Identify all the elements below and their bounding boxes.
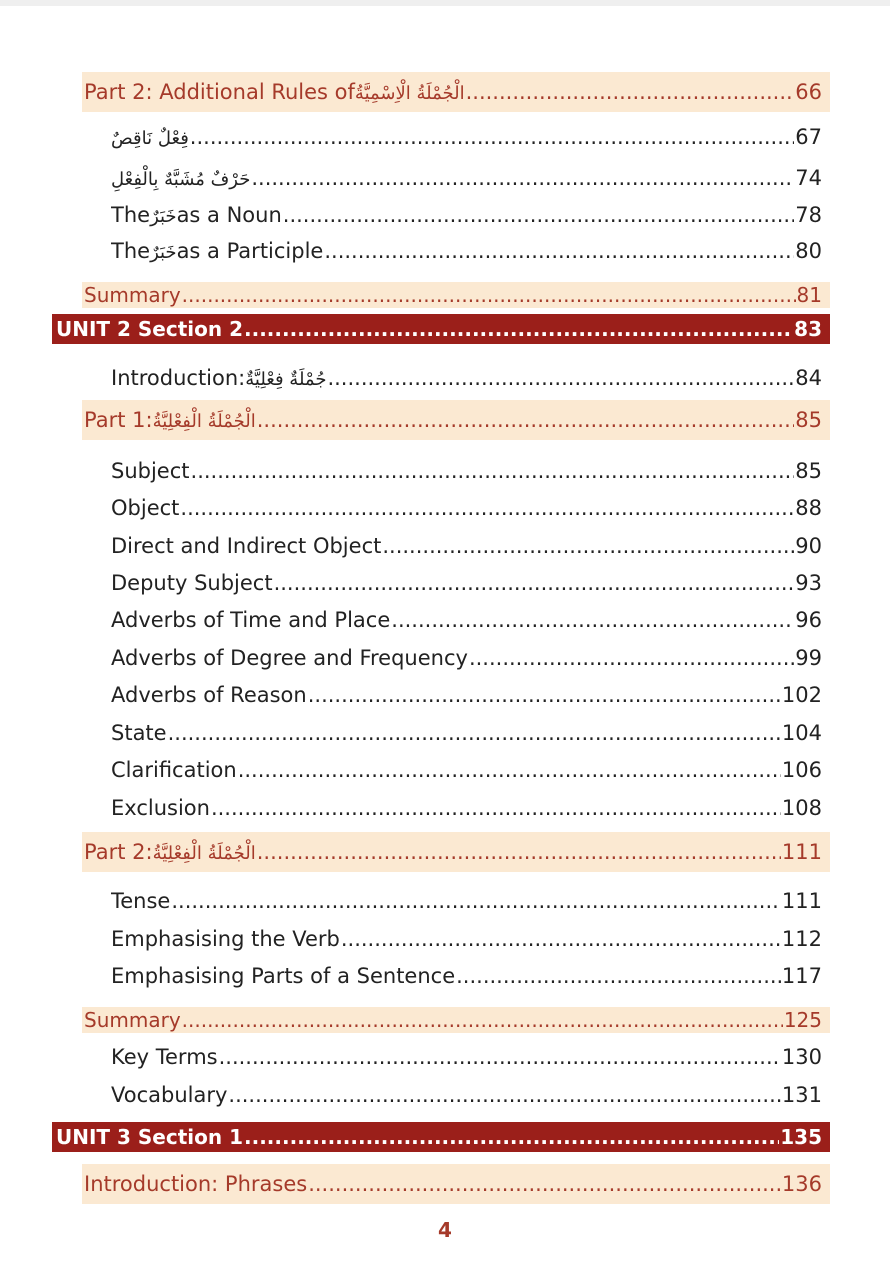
toc-label: Exclusion (111, 796, 210, 820)
toc-unit-heading[interactable] (52, 314, 830, 344)
toc-page-number: 108 (781, 796, 822, 820)
toc-entry[interactable] (111, 491, 830, 525)
toc-leader-dots (469, 641, 794, 675)
top-edge (0, 0, 890, 6)
toc-label: UNIT 3 Section 1 (56, 1125, 244, 1149)
toc-arabic-term: فِعْلٌ نَاقِصٌ (111, 128, 189, 149)
toc-unit-heading[interactable] (52, 1122, 830, 1152)
toc-leader-dots (257, 832, 781, 872)
toc-label: Adverbs of Time and Place (111, 608, 391, 632)
toc-entry[interactable] (111, 120, 830, 154)
toc-label: Tense (111, 889, 171, 913)
toc-label: Emphasising Parts of a Sentence (111, 964, 456, 988)
toc-entry[interactable] (111, 603, 830, 637)
toc-leader-dots (341, 922, 781, 956)
toc-summary[interactable] (82, 282, 830, 308)
toc-page-number: 131 (781, 1083, 822, 1107)
toc-entry[interactable] (111, 922, 830, 956)
toc-entry[interactable] (111, 198, 830, 232)
toc-page-number: 125 (783, 1008, 822, 1032)
toc-label: The (111, 203, 151, 227)
toc-entry[interactable] (111, 959, 830, 993)
toc-page-number: 84 (795, 366, 822, 390)
toc-label: UNIT 2 Section 2 (56, 317, 244, 341)
toc-page-number: 135 (780, 1125, 822, 1149)
toc-leader-dots (274, 566, 795, 600)
toc-summary[interactable] (82, 1007, 830, 1033)
toc-label: Key Terms (111, 1045, 218, 1069)
toc-page-number: 80 (795, 239, 822, 263)
toc-label: The (111, 239, 151, 263)
toc-page-number: 85 (795, 459, 822, 483)
toc-part-heading[interactable] (82, 1164, 830, 1204)
toc-page-number: 83 (794, 317, 822, 341)
toc-leader-dots (251, 161, 794, 195)
toc-page-number: 96 (795, 608, 822, 632)
toc-leader-dots (466, 72, 795, 112)
toc-part-heading[interactable] (82, 832, 830, 872)
toc-arabic-term: الْجُمْلَةُ الْاِسْمِيَّةُ (354, 83, 465, 104)
toc-arabic-term: خَبَرٌ (150, 242, 177, 263)
toc-label: Clarification (111, 758, 237, 782)
toc-page-number: 117 (781, 964, 822, 988)
toc-label: Adverbs of Reason (111, 683, 307, 707)
toc-leader-dots (182, 282, 796, 308)
page-number: 4 (438, 1218, 452, 1242)
toc-leader-dots (324, 234, 794, 268)
toc-page-number: 111 (781, 840, 822, 864)
toc-page-number: 104 (781, 721, 822, 745)
toc-label: Subject (111, 459, 190, 483)
toc-label: Part 2: Additional Rules of (84, 80, 355, 104)
toc-label: Emphasising the Verb (111, 927, 340, 951)
toc-arabic-term: خَبَرٌ (150, 206, 177, 227)
toc-leader-dots (168, 716, 781, 750)
toc-page-number: 85 (795, 408, 822, 432)
toc-entry[interactable] (111, 566, 830, 600)
toc-label: Part 2: (84, 840, 153, 864)
toc-label: Part 1: (84, 408, 153, 432)
toc-label-suffix: as a Noun (176, 203, 282, 227)
toc-leader-dots (180, 491, 794, 525)
toc-leader-dots (244, 1122, 779, 1152)
toc-entry[interactable] (111, 678, 830, 712)
toc-label: Summary (84, 1008, 181, 1032)
toc-page-number: 112 (781, 927, 822, 951)
toc-leader-dots (191, 454, 795, 488)
toc-label: Introduction: Phrases (84, 1172, 308, 1196)
toc-page-number: 88 (795, 496, 822, 520)
toc-page-number: 99 (795, 646, 822, 670)
toc-label: Introduction: (111, 366, 246, 390)
toc-entry[interactable] (111, 529, 830, 563)
toc-leader-dots (228, 1078, 781, 1112)
toc-page-number: 66 (795, 80, 822, 104)
toc-part-heading[interactable] (82, 400, 830, 440)
toc-page-number: 102 (781, 683, 822, 707)
toc-leader-dots (382, 529, 794, 563)
toc-entry[interactable] (111, 1040, 830, 1074)
toc-arabic-term: حَرْفٌ مُشَبَّهٌ بِالْفِعْلِ (111, 169, 251, 190)
toc-entry[interactable] (111, 1078, 830, 1112)
toc-label: Summary (84, 283, 181, 307)
toc-leader-dots (244, 314, 793, 344)
toc-leader-dots (257, 400, 795, 440)
toc-leader-dots (391, 603, 794, 637)
toc-entry[interactable] (111, 641, 830, 675)
toc-page-number: 67 (795, 125, 822, 149)
toc-leader-dots (182, 1007, 783, 1033)
toc-label: Deputy Subject (111, 571, 273, 595)
toc-label: Object (111, 496, 180, 520)
toc-leader-dots (190, 120, 794, 154)
toc-leader-dots (171, 884, 781, 918)
toc-label: State (111, 721, 167, 745)
toc-arabic-term: الْجُمْلَةُ الْفِعْلِيَّةُ (152, 843, 256, 864)
toc-page-number: 90 (795, 534, 822, 558)
toc-page-number: 106 (781, 758, 822, 782)
toc-entry[interactable] (111, 234, 830, 268)
toc-page-number: 111 (781, 889, 822, 913)
toc-label-suffix: as a Participle (176, 239, 324, 263)
toc-label: Adverbs of Degree and Frequency (111, 646, 468, 670)
toc-page-number: 74 (795, 166, 822, 190)
toc-entry[interactable] (111, 753, 830, 787)
toc-page-number: 136 (781, 1172, 822, 1196)
toc-leader-dots (308, 1164, 781, 1204)
toc-leader-dots (327, 361, 794, 395)
toc-page-number: 81 (796, 283, 822, 307)
toc-entry[interactable] (111, 716, 830, 750)
toc-page-number: 93 (795, 571, 822, 595)
toc-page-number: 78 (795, 203, 822, 227)
toc-label: Vocabulary (111, 1083, 228, 1107)
toc-part-heading[interactable] (82, 72, 830, 112)
toc-leader-dots (283, 198, 794, 232)
toc-entry[interactable] (111, 884, 830, 918)
toc-leader-dots (219, 1040, 781, 1074)
toc-entry[interactable] (111, 454, 830, 488)
toc-leader-dots (456, 959, 781, 993)
toc-entry[interactable] (111, 161, 830, 195)
toc-arabic-term: جُمْلَةٌ فِعْلِيَّةٌ (245, 369, 327, 390)
toc-arabic-term: الْجُمْلَةُ الْفِعْلِيَّةُ (152, 411, 256, 432)
toc-entry[interactable] (111, 791, 830, 825)
toc-page-number: 130 (781, 1045, 822, 1069)
toc-leader-dots (308, 678, 781, 712)
toc-leader-dots (211, 791, 781, 825)
toc-label: Direct and Indirect Object (111, 534, 382, 558)
toc-leader-dots (238, 753, 781, 787)
toc-entry[interactable] (111, 361, 830, 395)
